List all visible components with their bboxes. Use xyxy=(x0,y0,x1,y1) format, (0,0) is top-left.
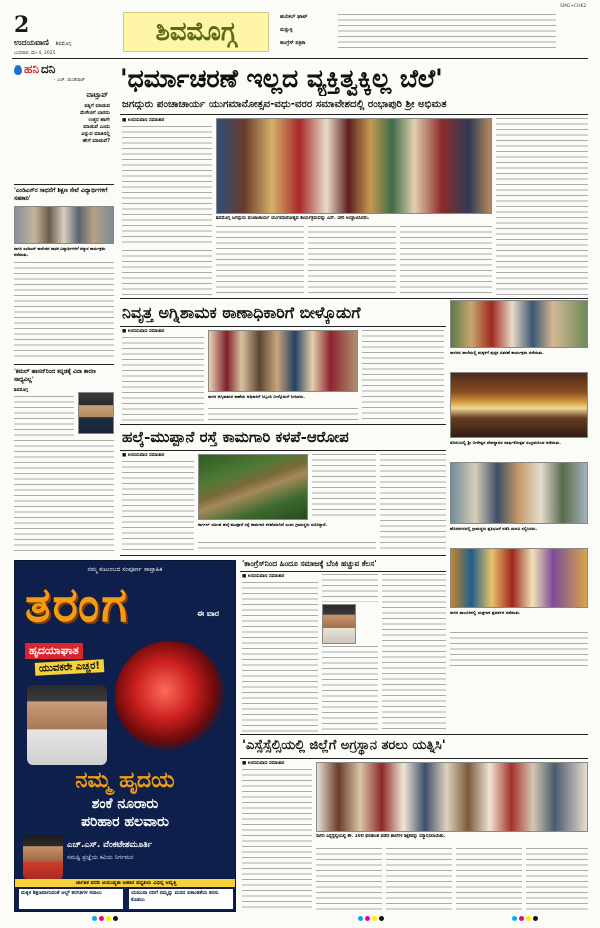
road-body-col3 xyxy=(380,454,446,552)
lead-body-col3 xyxy=(308,226,396,296)
left-story-1-headline: 'ಎಂಡಿಎಸ್‌ನ ಸಾಧನೆಗೆ ಶಿಕ್ಷಣ ಸೇವೆ ವಿದ್ಯಾರ್ಥಿಗಳಿಗೆ ಸಹಕಾರಿ' xyxy=(14,188,108,202)
firefighter-photo xyxy=(208,330,358,392)
congress-body-col1 xyxy=(242,582,318,732)
ad-brand: ತರಂಗ ಈ ವಾರ xyxy=(25,577,219,633)
ad-big-line-2: ಶಂಕೆ ನೂರಾರು xyxy=(91,796,159,812)
left-rule-1 xyxy=(14,184,114,185)
lead-body-col1b xyxy=(122,250,212,296)
taranga-ad[interactable] xyxy=(14,560,236,912)
firefighter-headline: ನಿವೃತ್ತ ಅಗ್ನಿಶಾಮಕ ಠಾಣಾಧಿಕಾರಿಗೆ ಬೀಳ್ಕೊಡುಗೆ xyxy=(122,303,361,322)
road-body-col4 xyxy=(198,542,376,552)
lead-body-col2 xyxy=(216,226,304,296)
road-headline: ಹಲ್ಕೆ-ಮುಪ್ಪಾನೆ ರಸ್ತೆ ಕಾಮಗಾರಿ ಕಳಪೆ-ಆರೋಪ xyxy=(122,428,349,446)
ad-box-left: ಮಕ್ಕಳ ಶಿಕ್ಷಣವಾಗುವಂತೆ ಆಲ್ಟ್ ತರಗತಿಗಳ ಸವಾಲು xyxy=(19,889,123,909)
firefighter-body-col2 xyxy=(362,330,444,420)
road-dateline: ■ ಉದಯವಾಣಿ ಸಮಾಚಾರ xyxy=(122,453,165,458)
issue-date: ಬುಧವಾರ, ಮೇ 4, 2025 xyxy=(14,51,56,56)
hani-dani-box xyxy=(14,62,114,182)
color-bar-right xyxy=(512,916,538,921)
firefighter-caption: ಸಾಗರ ಅಗ್ನಿಶಾಮಕ ಠಾಣೆಯ ಅಧಿಕಾರಿಗೆ ಸಿಬ್ಬಂದಿ ಬೀಳ್ಕೊಡುಗೆ ನೀಡಿದರು. xyxy=(208,394,305,399)
congress-photo xyxy=(322,604,356,644)
left-story-2-body-a xyxy=(14,396,74,438)
right-caption-4: ಸಾಗರ ತಾಲೂಕಿನಲ್ಲಿ ಯಕ್ಷಗಾನ ಪ್ರದರ್ಶನ ನಡೆಯಿತು. xyxy=(450,610,521,615)
lead-headline: 'ಧರ್ಮಾಚರಣೆ ಇಲ್ಲದ ವ್ಯಕ್ತಿತ್ವಕ್ಕಿಲ್ಲ ಬೆಲೆ' xyxy=(120,64,443,93)
congress-bottom-rule xyxy=(240,734,588,735)
left-story-2-headline: 'ಕಮಲ್ ಹಾಸನ್‌ರಿಂದ ಕನ್ನಡಕ್ಕೆ ವಿನಾ ಕಾರಣ ಸಾಧ್ಯವಿಲ್ಲ' xyxy=(14,369,96,383)
congress-dateline: ■ ಉದಯವಾಣಿ ಸಮಾಚಾರ xyxy=(242,574,285,579)
lead-body-col4 xyxy=(400,226,492,296)
sslc-body-col4 xyxy=(456,848,522,910)
road-body-col1 xyxy=(122,461,194,553)
ad-person-sub: ಸಮಷ್ಟಿ ಪ್ರಜ್ಞೆಯ ಕವಿಯ ನಿರ್ಗಮನ xyxy=(67,854,134,861)
ad-warning: ಯುವಕರೇ ಎಚ್ಚರ! xyxy=(35,659,105,676)
edition-title-box xyxy=(123,12,269,52)
poem-lines: ಪತ್ನಿಗೆ ಮಾಡುವ ಮೆಸೇಜಿಗೆ ಬಾರದು ಉತ್ತರ ಹಾಗೇ ಮಾಡುವೆ ಎಂದು ಎನ್ನುವ ಮಾತಿನಲ್ಲಿ ಹೇಗೆ ಮಾಡುವೆ? xyxy=(80,103,110,144)
left-story-1-photo xyxy=(14,206,114,244)
ad-person-name: ಎಚ್.ಎಸ್. ವೆಂಕಟೇಶಮೂರ್ತಿ xyxy=(67,840,152,850)
brief-labels: ಹುಲಿಕಲ್ ಘಾಟ್ ಮಸ್ಸುಳ್ಳ ಕಾಂಗ್ರೆಸ್ ಪತ್ರಿಕಾ xyxy=(280,14,308,46)
congress-body-col2b xyxy=(322,646,378,732)
sslc-body-col3 xyxy=(386,848,452,910)
sslc-caption: ಸಾಗರ ಎಸ್ಸೆಸ್ಸೆಲ್ಸಿಯಲ್ಲಿ ಶೇ. 100 ಫಲಿತಾಂಶ ಪಡೆದ ಶಾಲೆಗಳ ಶಿಕ್ಷಕರನ್ನು ಸನ್ಮಾನಿಸಲಾಯಿತು. xyxy=(316,834,446,839)
masthead xyxy=(0,0,600,58)
right-caption-3: ಹೊಸನಗರದಲ್ಲಿ ಗ್ರಾಮಸ್ಥರು ಪ್ರತಿಭಟನೆ ನಡೆಸಿ ಮನವಿ ಸಲ್ಲಿಸಿದರು. xyxy=(450,526,538,531)
congress-body-col3 xyxy=(382,574,446,732)
sslc-body-col5 xyxy=(526,848,588,910)
lead-body-right xyxy=(496,118,588,296)
sslc-dateline: ■ ಉದಯವಾಣಿ ಸಮಾಚಾರ xyxy=(242,761,285,766)
congress-headline: 'ಕಾಂಗ್ರೆಸ್‌ನಿಂದ ಹಿಂದೂ ಸಮಾಜಕ್ಕೆ ಬೆಂಕಿ ಹಚ್ಚುವ ಕೆಲಸ' xyxy=(242,559,377,568)
lead-rule xyxy=(120,114,588,115)
lead-dateline: ■ ಉದಯವಾಣಿ ಸಮಾಚಾರ xyxy=(122,118,165,123)
right-photo-3 xyxy=(450,462,588,524)
firefighter-dateline: ■ ಉದಯವಾಣಿ ಸಮಾಚಾರ xyxy=(122,329,165,334)
hani-dani-logo: ಹನಿ ದನಿ xyxy=(14,62,114,77)
sslc-headline: 'ಎಸ್ಸೆಸ್ಸೆಲ್ಸಿಯಲ್ಲಿ ಜಿಲ್ಲೆಗೆ ಅಗ್ರಸ್ಥಾನ ತರಲು ಯತ್ನಿಸಿ' xyxy=(242,738,446,753)
road-bottom-rule xyxy=(120,555,446,556)
ad-topic: ಹೃದಯಾಘಾತ xyxy=(25,643,83,659)
sslc-body-col1 xyxy=(242,769,312,909)
firefighter-rule xyxy=(120,326,446,327)
edition-title: ಶಿವಮೊಗ್ಗ xyxy=(155,17,237,47)
ad-man-image xyxy=(27,685,107,765)
left-story-1-caption: ಸಾಗರ ಎಂಡಿಎಸ್ ಕಾಲೇಜಿನ ಸಾಧಕ ವಿದ್ಯಾರ್ಥಿಗಳಿಗೆ ಸನ್ಮಾನ ಕಾರ್ಯಕ್ರಮ ನಡೆಯಿತು. xyxy=(14,246,106,257)
lead-photo-caption: ಶಿವಮೊಗ್ಗ ಜಗದ್ಗುರು ಪಂಚಾಚಾರ್ಯ ಯುಗಮಾನೋತ್ಸವ ಕಾರ್ಯಕ್ರಮವನ್ನು ಎಸ್. ಬೇರಿ ಉದ್ಘಾಟಿಸಿದರು. xyxy=(216,216,370,221)
color-bar-mid xyxy=(358,916,384,921)
page-number: 2 xyxy=(14,12,30,38)
right-caption-2: ಸೊರಬದಲ್ಲಿ ಶ್ರೀ ಬೀರೇಶ್ವರ ದೇವಸ್ಥಾನದ ವಾರ್ಷಿಕೋತ್ಸವ ಸಂಭ್ರಮದಿಂದ ನಡೆಯಿತು. xyxy=(450,440,561,445)
left-story-1-body xyxy=(14,262,114,360)
ad-banner: ಜಾಗತಿಕ ವರದಿ ಆಯುಷ್ಯಕಾ ಆಹಾರ ಪದ್ಧತಿಯ ವಿಭಿನ್ನ ಆವೃತ್ತಿ xyxy=(15,879,236,887)
sslc-rule xyxy=(240,758,588,759)
left-rule-2 xyxy=(14,364,114,365)
left-story-2-body-b xyxy=(14,440,114,552)
poem-title: ವಾಟ್ಸಾಪ್ xyxy=(86,91,108,99)
road-caption: ಕಾರ್ಗಲ್ ಸಮೀಪ ಹಲ್ಕೆ-ಮುಪ್ಪಾನೆ ರಸ್ತೆ ಕಾಮಗಾರಿ ಕಳಪೆಯಾಗಿದೆ ಎಂದು ಗ್ರಾಮಸ್ಥರು ದೂರಿದ್ದಾರೆ. xyxy=(198,522,328,527)
sslc-body-col2 xyxy=(316,848,382,910)
ad-box-right: ಯಮುನಾ ನದಿಗೆ ನಮ್ಮನ್ನು ಮನದ ಏಕಾಂತತೆಯ ಕನಸು ಕೊಡಲು xyxy=(129,889,233,909)
ad-big-line-1: ನಮ್ಮ ಹೃದಯ xyxy=(75,768,175,793)
road-photo xyxy=(198,454,308,520)
ad-heart-image xyxy=(115,641,225,751)
masthead-rule xyxy=(12,58,588,59)
left-story-2-photo xyxy=(78,392,114,434)
right-photo-4 xyxy=(450,548,588,608)
congress-body-col2 xyxy=(322,574,378,602)
edition-code: SMG+CHK2 xyxy=(560,4,587,9)
ad-person-photo xyxy=(23,835,63,879)
lead-photo xyxy=(216,118,492,214)
left-story-2-dateline: ಶಿವಮೊಗ್ಗ xyxy=(14,388,28,393)
firefighter-body-col3 xyxy=(208,408,358,422)
right-body xyxy=(450,632,588,668)
road-rule xyxy=(120,450,446,451)
right-caption-1: ಸಾಗರದ ಶಾಲೆಯಲ್ಲಿ ಮಕ್ಕಳಿಗೆ ಪುಸ್ತಕ ವಿತರಣೆ ಕಾರ್ಯಕ್ರಮ ನಡೆಯಿತು. xyxy=(450,350,544,355)
paper-name: ಉದಯವಾಣಿ ಶಿವಮೊಗ್ಗ xyxy=(14,38,72,47)
registration-marks xyxy=(0,914,600,926)
road-top-rule xyxy=(120,424,446,425)
lead-subhead: ಜಗದ್ಗುರು ಪಂಚಾಚಾರ್ಯ ಯುಗಮಾನೋತ್ಸವ-ವಧು-ವರರ ಸಮಾವೇಶದಲ್ಲಿ ರಂಭಾಪುರಿ ಶ್ರೀ ಅಭಿಮತ xyxy=(122,99,447,110)
lead-bottom-rule xyxy=(120,298,588,299)
drop-icon xyxy=(14,65,22,75)
sslc-photo xyxy=(316,762,588,832)
congress-rule xyxy=(240,571,446,572)
right-photo-2 xyxy=(450,372,588,438)
firefighter-body-col1 xyxy=(122,337,204,421)
road-body-col2 xyxy=(312,454,376,520)
hani-byline: - ಎಚ್. ಡುಂಡಿರಾಜ್ xyxy=(54,78,85,83)
brief-text xyxy=(338,14,556,52)
color-bar-left xyxy=(92,916,118,921)
ad-top-line: ನಮ್ಮ ಕುಟುಂಬದ ಸಂಪೂರ್ಣ ಸಾಪ್ತಾಹಿಕ xyxy=(87,566,163,573)
lead-body-col1 xyxy=(122,126,212,246)
left-story-2 xyxy=(14,368,114,384)
ad-big-line-3: ಪರಿಹಾರ ಹಲವಾರು xyxy=(81,814,169,830)
right-photo-1 xyxy=(450,300,588,348)
left-story-1 xyxy=(14,187,114,203)
